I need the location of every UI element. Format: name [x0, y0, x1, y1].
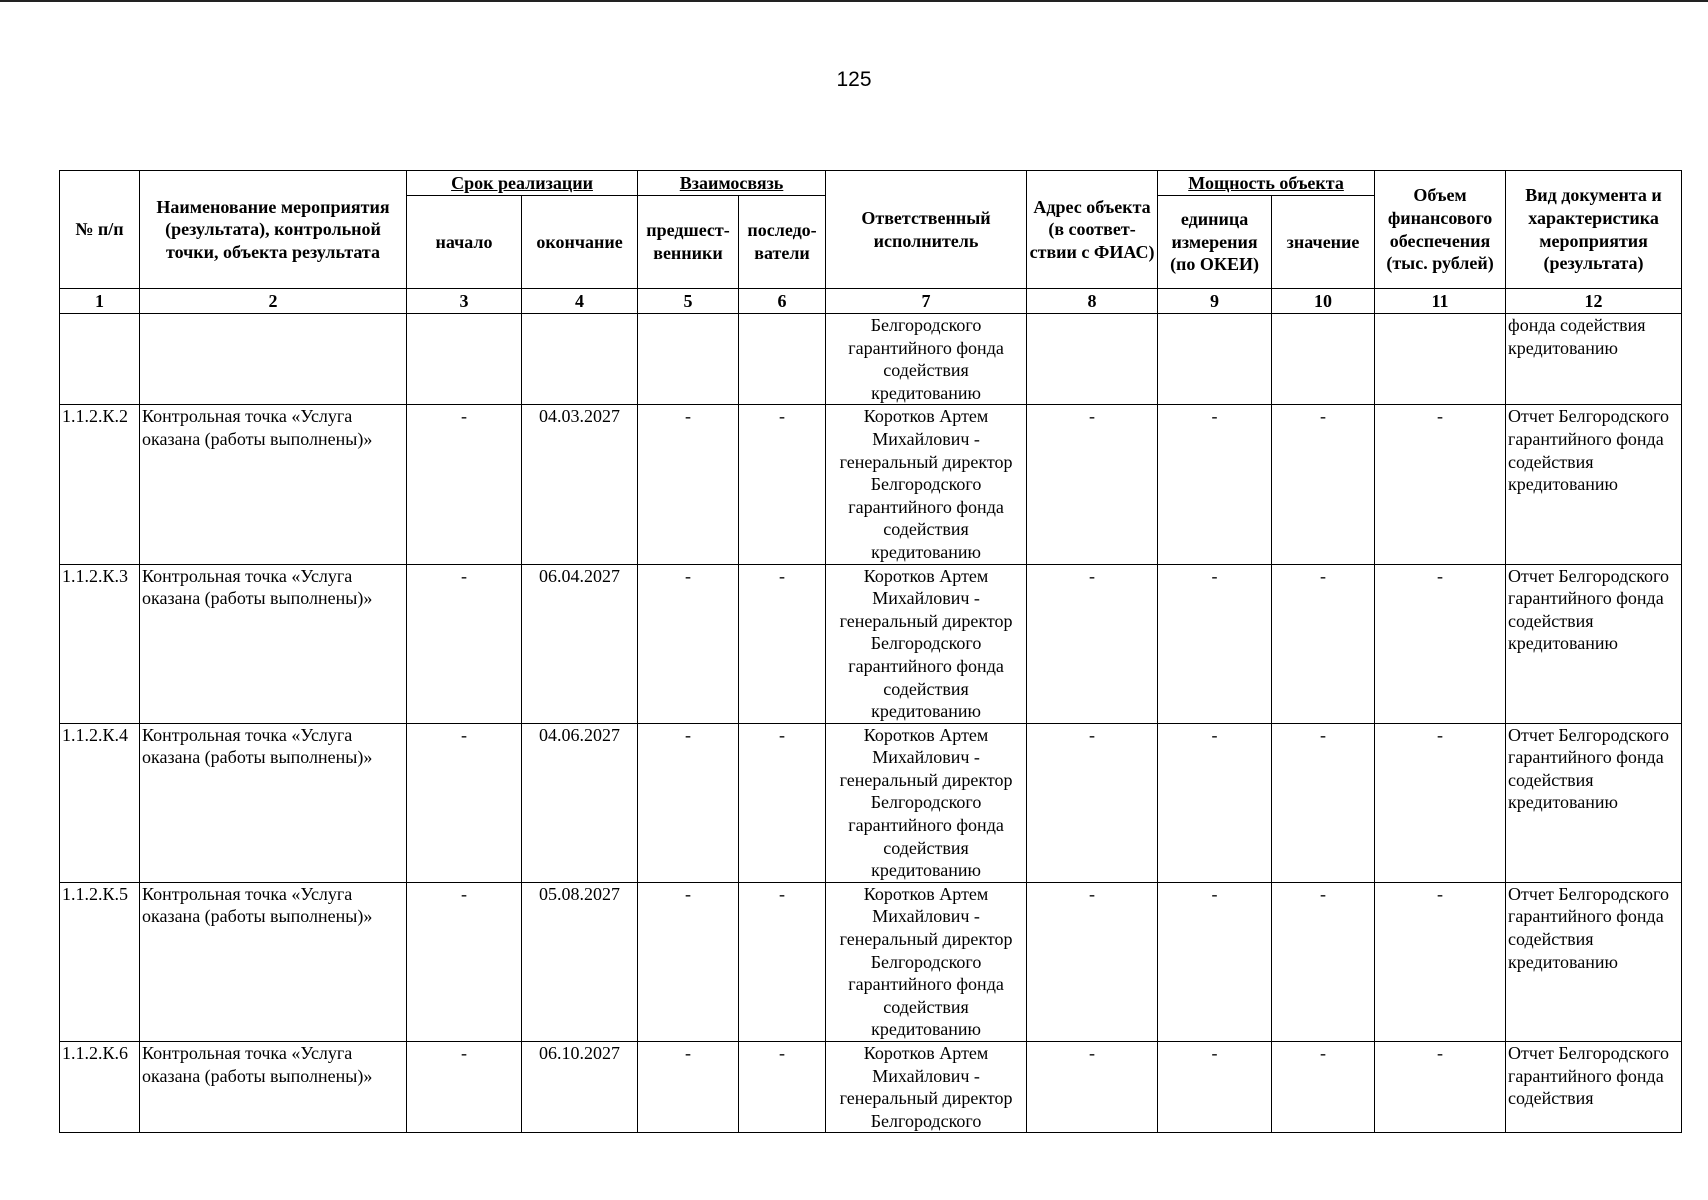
cell-document: фонда содействия кредитованию: [1506, 314, 1682, 405]
cell-empty: [638, 314, 739, 405]
cell-name: Контрольная точка «Услуга оказана (работы выполнены)»: [140, 723, 407, 882]
cell-document: Отчет Белгородского гарантийного фонда содействия кредитованию: [1506, 882, 1682, 1041]
cell-id: 1.1.2.К.5: [60, 882, 140, 1041]
cell-empty: [140, 314, 407, 405]
cell-predecessors: -: [638, 1042, 739, 1133]
column-number: 9: [1158, 289, 1272, 314]
cell-name: Контрольная точка «Услуга оказана (работы выполнены)»: [140, 564, 407, 723]
cell-start: -: [407, 882, 522, 1041]
column-number: 3: [407, 289, 522, 314]
header-group-term: Срок реализации: [407, 171, 638, 196]
cell-successors: -: [739, 882, 826, 1041]
cell-unit: -: [1158, 564, 1272, 723]
table-row: [60, 723, 1682, 882]
column-number: 8: [1027, 289, 1158, 314]
cell-start: -: [407, 564, 522, 723]
header-document: Вид документа и характеристика мероприятия (результата): [1506, 171, 1682, 289]
implementation-plan-table: [59, 170, 1682, 1133]
cell-unit: -: [1158, 1042, 1272, 1133]
header-start: начало: [407, 196, 522, 289]
cell-empty: [1027, 314, 1158, 405]
cell-id: 1.1.2.К.6: [60, 1042, 140, 1133]
header-successors: последо-ватели: [739, 196, 826, 289]
cell-value: -: [1272, 1042, 1375, 1133]
column-number-row: [60, 289, 1682, 314]
cell-executor: Коротков Артем Михайлович - генеральный директор Белгородского гарантийного фонда содействия кредитованию: [826, 405, 1027, 564]
column-number: 12: [1506, 289, 1682, 314]
column-number: 4: [522, 289, 638, 314]
cell-empty: [739, 314, 826, 405]
cell-end: 06.10.2027: [522, 1042, 638, 1133]
header-address: Адрес объекта (в соответ-ствии с ФИАС): [1027, 171, 1158, 289]
cell-address: -: [1027, 882, 1158, 1041]
cell-value: -: [1272, 405, 1375, 564]
table-row: [60, 564, 1682, 723]
cell-executor: Коротков Артем Михайлович - генеральный директор Белгородского гарантийного фонда содействия кредитованию: [826, 723, 1027, 882]
cell-empty: [522, 314, 638, 405]
cell-empty: [1375, 314, 1506, 405]
table-row-continuation: [60, 314, 1682, 405]
cell-id: 1.1.2.К.3: [60, 564, 140, 723]
column-number: 6: [739, 289, 826, 314]
cell-end: 04.03.2027: [522, 405, 638, 564]
header-predecessors: предшест-венники: [638, 196, 739, 289]
column-number: 5: [638, 289, 739, 314]
cell-finance: -: [1375, 405, 1506, 564]
cell-name: Контрольная точка «Услуга оказана (работы выполнены)»: [140, 1042, 407, 1133]
cell-address: -: [1027, 405, 1158, 564]
cell-finance: -: [1375, 564, 1506, 723]
cell-document: Отчет Белгородского гарантийного фонда содействия: [1506, 1042, 1682, 1133]
column-number: 11: [1375, 289, 1506, 314]
cell-finance: -: [1375, 1042, 1506, 1133]
table-body: [60, 314, 1682, 1133]
cell-executor: Коротков Артем Михайлович - генеральный директор Белгородского: [826, 1042, 1027, 1133]
cell-value: -: [1272, 723, 1375, 882]
cell-finance: -: [1375, 882, 1506, 1041]
cell-unit: -: [1158, 723, 1272, 882]
cell-document: Отчет Белгородского гарантийного фонда содействия кредитованию: [1506, 723, 1682, 882]
cell-address: -: [1027, 1042, 1158, 1133]
cell-executor: Коротков Артем Михайлович - генеральный директор Белгородского гарантийного фонда содействия кредитованию: [826, 564, 1027, 723]
cell-name: Контрольная точка «Услуга оказана (работы выполнены)»: [140, 405, 407, 564]
cell-finance: -: [1375, 723, 1506, 882]
column-number: 2: [140, 289, 407, 314]
page-top-border: [0, 0, 1708, 2]
cell-successors: -: [739, 1042, 826, 1133]
header-name: Наименование мероприятия (результата), контрольной точки, объекта результата: [140, 171, 407, 289]
cell-unit: -: [1158, 405, 1272, 564]
header-group-capacity: Мощность объекта: [1158, 171, 1375, 196]
cell-id: 1.1.2.К.4: [60, 723, 140, 882]
table-row: [60, 882, 1682, 1041]
header-executor: Ответственный исполнитель: [826, 171, 1027, 289]
cell-start: -: [407, 1042, 522, 1133]
column-number: 1: [60, 289, 140, 314]
cell-name: Контрольная точка «Услуга оказана (работы выполнены)»: [140, 882, 407, 1041]
cell-predecessors: -: [638, 405, 739, 564]
table-row: [60, 405, 1682, 564]
cell-predecessors: -: [638, 564, 739, 723]
cell-empty: [60, 314, 140, 405]
cell-empty: [1272, 314, 1375, 405]
header-finance: Объем финансового обеспечения (тыс. рублей): [1375, 171, 1506, 289]
column-number: 7: [826, 289, 1027, 314]
header-number: № п/п: [60, 171, 140, 289]
cell-predecessors: -: [638, 723, 739, 882]
header-end: окончание: [522, 196, 638, 289]
page-number: 125: [836, 68, 872, 91]
cell-empty: [407, 314, 522, 405]
cell-successors: -: [739, 564, 826, 723]
cell-end: 05.08.2027: [522, 882, 638, 1041]
cell-document: Отчет Белгородского гарантийного фонда содействия кредитованию: [1506, 564, 1682, 723]
cell-executor: Белгородского гарантийного фонда содействия кредитованию: [826, 314, 1027, 405]
cell-id: 1.1.2.К.2: [60, 405, 140, 564]
cell-empty: [1158, 314, 1272, 405]
table-header: [60, 171, 1682, 314]
header-value: значение: [1272, 196, 1375, 289]
cell-document: Отчет Белгородского гарантийного фонда содействия кредитованию: [1506, 405, 1682, 564]
cell-end: 04.06.2027: [522, 723, 638, 882]
cell-executor: Коротков Артем Михайлович - генеральный директор Белгородского гарантийного фонда содействия кредитованию: [826, 882, 1027, 1041]
cell-value: -: [1272, 564, 1375, 723]
cell-start: -: [407, 405, 522, 564]
cell-address: -: [1027, 723, 1158, 882]
cell-address: -: [1027, 564, 1158, 723]
cell-value: -: [1272, 882, 1375, 1041]
cell-successors: -: [739, 405, 826, 564]
cell-start: -: [407, 723, 522, 882]
header-group-relation: Взаимосвязь: [638, 171, 826, 196]
cell-unit: -: [1158, 882, 1272, 1041]
column-number: 10: [1272, 289, 1375, 314]
table-row: [60, 1042, 1682, 1133]
cell-end: 06.04.2027: [522, 564, 638, 723]
cell-successors: -: [739, 723, 826, 882]
header-unit: единица измерения (по ОКЕИ): [1158, 196, 1272, 289]
cell-predecessors: -: [638, 882, 739, 1041]
